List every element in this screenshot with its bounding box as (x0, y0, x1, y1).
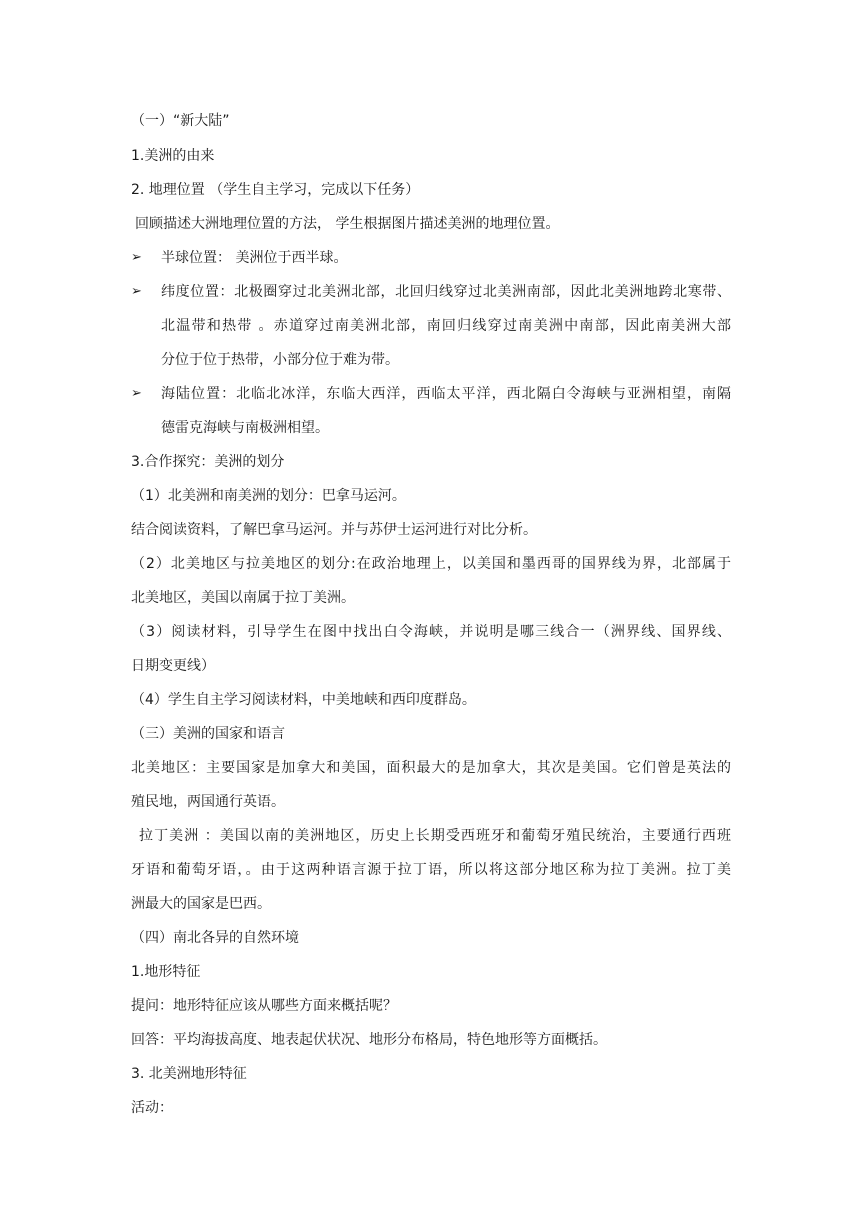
paragraph-question: 提问：地形特征应该从哪些方面来概括呢？ (131, 998, 397, 1014)
paragraph-answer: 回答：平均海拔高度、地表起伏状况、地形分布格局，特色地形等方面概括。 (131, 1032, 607, 1048)
heading-natural-environment: （四）南北各异的自然环境 (131, 930, 299, 946)
item-bering-strait: （3）阅读材料，引导学生在图中找出白令海峡，并说明是哪三线合一（洲界线、国界线、 (131, 624, 731, 640)
bullet-sea-land-position-cont: 德雷克海峡与南极洲相望。 (161, 420, 329, 436)
bullet-hemisphere-position: 半球位置： 美洲位于西半球。 (161, 250, 348, 266)
bullet-latitude-position-cont: 北温带和热带 。赤道穿过南美洲北部，南回归线穿过南美洲中南部，因此南美洲大部 (161, 318, 731, 334)
paragraph-latin-america-end: 洲最大的国家是巴西。 (131, 896, 271, 912)
item-north-latin-division-cont: 北美地区，美国以南属于拉丁美洲。 (131, 590, 355, 606)
item-north-latin-division: （2）北美地区与拉美地区的划分:在政治地理上，以美国和墨西哥的国界线为界，北部属于 (131, 556, 731, 572)
heading-countries-languages: （三）美洲的国家和语言 (131, 726, 285, 742)
paragraph-north-america-region-cont: 殖民地，两国通行英语。 (131, 794, 285, 810)
bullet-arrow-icon: ➢ (131, 284, 142, 299)
paragraph-north-america-region: 北美地区：主要国家是加拿大和美国，面积最大的是加拿大，其次是美国。它们曾是英法的 (131, 760, 731, 776)
heading-americas-origin: 1.美洲的由来 (131, 148, 215, 164)
paragraph-panama-canal: 结合阅读资料，了解巴拿马运河。并与苏伊士运河进行对比分析。 (131, 522, 537, 538)
bullet-latitude-position-end: 分位于位于热带，小部分位于难为带。 (161, 352, 399, 368)
bullet-arrow-icon: ➢ (131, 386, 142, 401)
item-self-study: （4）学生自主学习阅读材料，中美地峡和西印度群岛。 (131, 692, 476, 708)
heading-new-continent: （一）“新大陆” (131, 113, 230, 129)
bullet-latitude-position: 纬度位置：北极圈穿过北美洲北部，北回归线穿过北美洲南部，因此北美洲地跨北寒带、 (161, 284, 731, 300)
paragraph-activity: 活动： (131, 1100, 173, 1116)
heading-landform-features: 1.地形特征 (131, 964, 201, 980)
heading-cooperative-inquiry: 3.合作探究：美洲的划分 (131, 454, 285, 470)
heading-geographic-location: 2. 地理位置 （学生自主学习，完成以下任务） (131, 182, 420, 198)
item-bering-strait-cont: 日期变更线） (131, 658, 215, 674)
bullet-sea-land-position: 海陆位置：北临北冰洋，东临大西洋，西临太平洋，西北隔白令海峡与亚洲相望，南隔 (161, 386, 731, 402)
bullet-arrow-icon: ➢ (131, 250, 142, 265)
heading-north-america-landform: 3. 北美洲地形特征 (131, 1066, 247, 1082)
paragraph-latin-america: 拉丁美洲 ：美国以南的美洲地区，历史上长期受西班牙和葡萄牙殖民统治，主要通行西班 (139, 828, 731, 844)
paragraph-review-method: 回顾描述大洲地理位置的方法， 学生根据图片描述美洲的地理位置。 (135, 216, 560, 232)
paragraph-latin-america-cont: 牙语和葡萄牙语，。由于这两种语言源于拉丁语，所以将这部分地区称为拉丁美洲。拉丁美 (131, 862, 731, 878)
item-north-south-division: （1）北美洲和南美洲的划分：巴拿马运河。 (131, 488, 406, 504)
